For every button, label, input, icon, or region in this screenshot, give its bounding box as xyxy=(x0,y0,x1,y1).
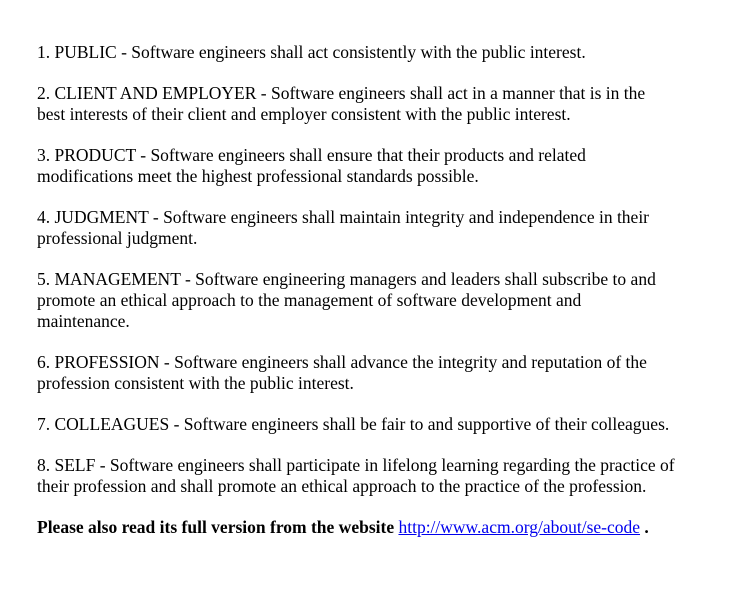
principle-colleagues: 7. COLLEAGUES - Software engineers shall be fair to and supportive of their colleagues. xyxy=(37,414,670,434)
principle-public: 1. PUBLIC - Software engineers shall act consistently with the public interest. xyxy=(37,42,586,62)
principle-profession: 6. PROFESSION - Software engineers shall advance the integrity and reputation of the profession consistent with the public interest. xyxy=(37,352,647,393)
closing-trailing-text: . xyxy=(640,517,649,537)
principle-client-and-employer: 2. CLIENT AND EMPLOYER - Software engineers shall act in a manner that is in the best interests of their client and employer consistent with the public interest. xyxy=(37,83,646,124)
principle-judgment: 4. JUDGMENT - Software engineers shall maintain integrity and independence in their professional judgment. xyxy=(37,207,650,248)
principle-self: 8. SELF - Software engineers shall participate in lifelong learning regarding the practice of their profession and shall promote an ethical approach to the practice of the profession. xyxy=(37,455,675,496)
principle-product: 3. PRODUCT - Software engineers shall ensure that their products and related modifications meet the highest professional standards possible. xyxy=(37,145,586,186)
principle-management: 5. MANAGEMENT - Software engineering managers and leaders shall subscribe to and promote an ethical approach to the management of software development and maintenance. xyxy=(37,269,656,331)
acm-code-link[interactable]: http://www.acm.org/about/se-code xyxy=(398,517,641,537)
closing-lead-text: Please also read its full version from the website xyxy=(37,517,399,537)
closing-note xyxy=(37,517,677,538)
